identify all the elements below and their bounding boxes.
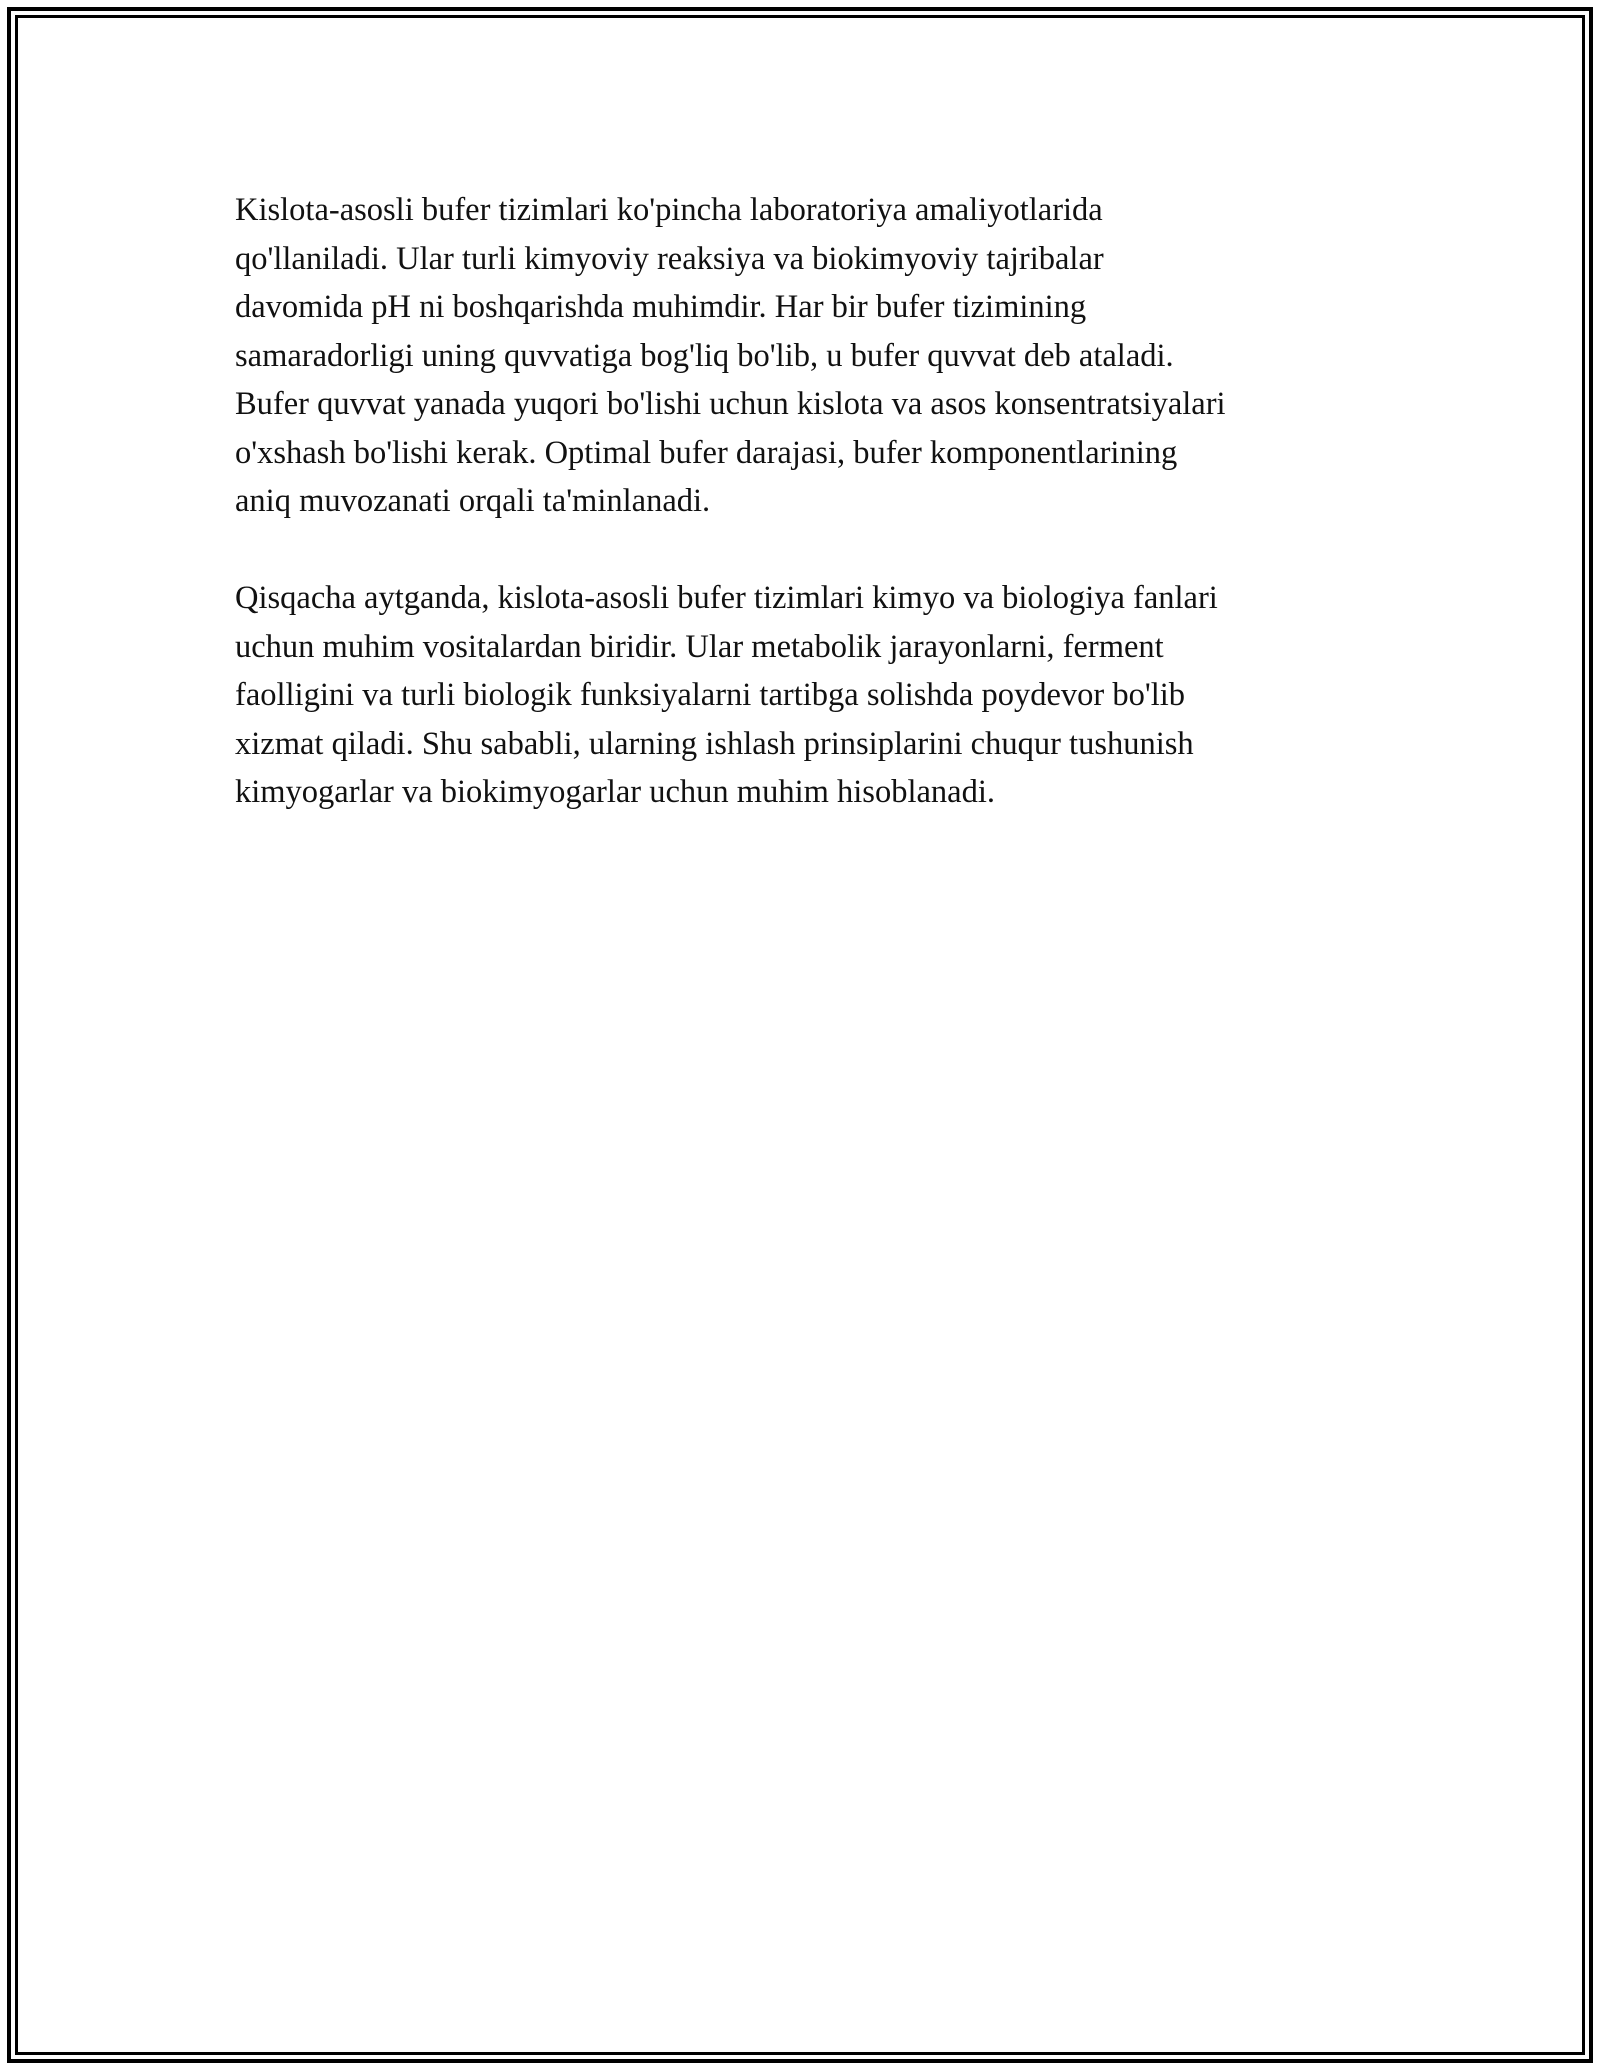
- text-line: Kislota-asosli bufer tizimlari ko'pincha laboratoriya amaliyotlarida: [235, 192, 1103, 228]
- text-line: Qisqacha aytganda, kislota-asosli bufer tizimlari kimyo va biologiya fanlari: [235, 580, 1218, 616]
- text-line: uchun muhim vositalardan biridir. Ular metabolik jarayonlarni, ferment: [235, 628, 1164, 665]
- document-body: [235, 186, 1375, 865]
- text-line: faolligini va turli biologik funksiyalarni tartibga solishda poydevor bo'lib: [235, 677, 1186, 713]
- text-line: kimyogarlar va biokimyogarlar uchun muhim hisoblanadi.: [235, 774, 995, 810]
- text-line: qo'llaniladi. Ular turli kimyoviy reaksiya va biokimyoviy tajribalar: [235, 240, 1104, 277]
- text-line: xizmat qiladi. Shu sababli, ularning ishlash prinsiplarini chuqur tushunish: [235, 725, 1194, 762]
- paragraph-1: [235, 186, 1375, 526]
- paragraph-2: [235, 574, 1375, 817]
- text-line: o'xshash bo'lishi kerak. Optimal bufer darajasi, bufer komponentlarining: [235, 434, 1178, 471]
- text-line: davomida pH ni boshqarishda muhimdir. Har bir bufer tizimining: [235, 289, 1087, 325]
- text-line: Bufer quvvat yanada yuqori bo'lishi uchun kislota va asos konsentratsiyalari: [235, 386, 1226, 422]
- text-line: aniq muvozanati orqali ta'minlanadi.: [235, 483, 711, 519]
- text-line: samaradorligi uning quvvatiga bog'liq bo'lib, u bufer quvvat deb ataladi.: [235, 337, 1174, 374]
